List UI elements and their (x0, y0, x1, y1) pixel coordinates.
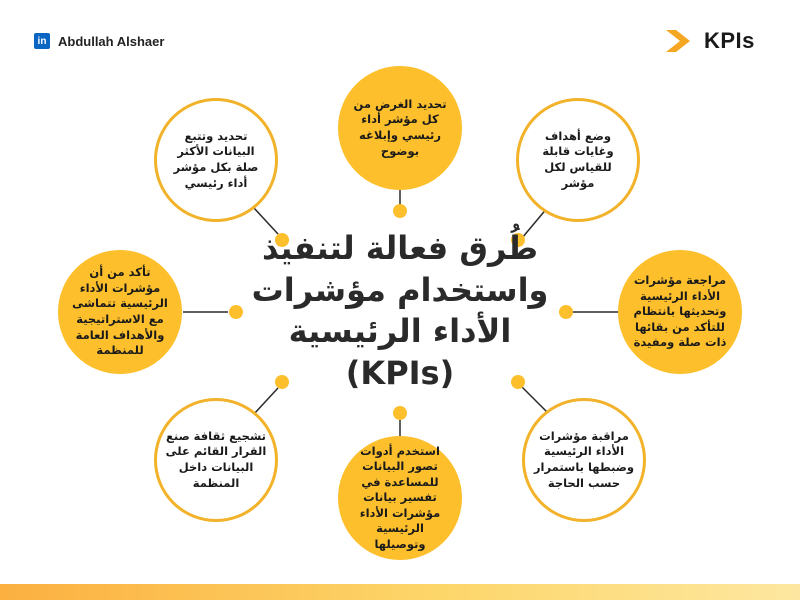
node-review-kpis-label: مراجعة مؤشرات الأداء الرئيسية وتحديثها بانتظام للتأكد من بقائها ذات صلة ومفيدة (633, 273, 727, 350)
node-monitor-kpis-label: مراقبة مؤشرات الأداء الرئيسية وضبطها باستمرار حسب الحاجة (533, 428, 635, 490)
title-line-1: طُرق فعالة لتنفيذ (261, 229, 539, 267)
node-data-driven-culture (154, 398, 278, 522)
node-track-data-label: تحديد وتتبع البيانات الأكثر صلة بكل مؤشر أداء رئيسي (173, 128, 259, 190)
bottom-gradient-bar (0, 584, 800, 600)
dot-top (393, 204, 407, 218)
node-monitor-kpis (522, 398, 646, 522)
node-define-purpose-label: تحديد الغرض من كل مؤشر أداء رئيسي وإبلاغه بوضوح (353, 96, 447, 158)
node-align-strategy-label: تأكد من أن مؤشرات الأداء الرئيسية تتماشى مع الاستراتيجية والأهداف العامة للمنظمة (72, 265, 168, 358)
node-set-measurable-goals-label: وضع أهداف وغايات قابلة للقياس لكل مؤشر (542, 128, 614, 190)
node-track-data (154, 98, 278, 222)
node-set-measurable-goals (516, 98, 640, 222)
node-visualization-tools-label: استخدم أدوات تصور البيانات للمساعدة في تفسير بيانات مؤشرات الأداء الرئيسية وتوصيلها (359, 443, 441, 551)
diagram-title (240, 228, 560, 394)
node-data-driven-culture-label: تشجيع ثقافة صنع القرار القائم على البيانات داخل المنظمة (165, 428, 267, 490)
node-align-strategy (58, 250, 182, 374)
title-line-3: الأداء الرئيسية (KPIs) (288, 312, 512, 392)
node-define-purpose (338, 66, 462, 190)
node-review-kpis (618, 250, 742, 374)
node-visualization-tools (338, 436, 462, 560)
dot-bottom (393, 406, 407, 420)
brand-name: KPIs (704, 28, 755, 53)
dot-right (559, 305, 573, 319)
linkedin-icon[interactable]: in (34, 33, 50, 49)
title-line-2: واستخدام مؤشرات (251, 270, 549, 309)
author-name: Abdullah Alshaer (58, 33, 165, 49)
